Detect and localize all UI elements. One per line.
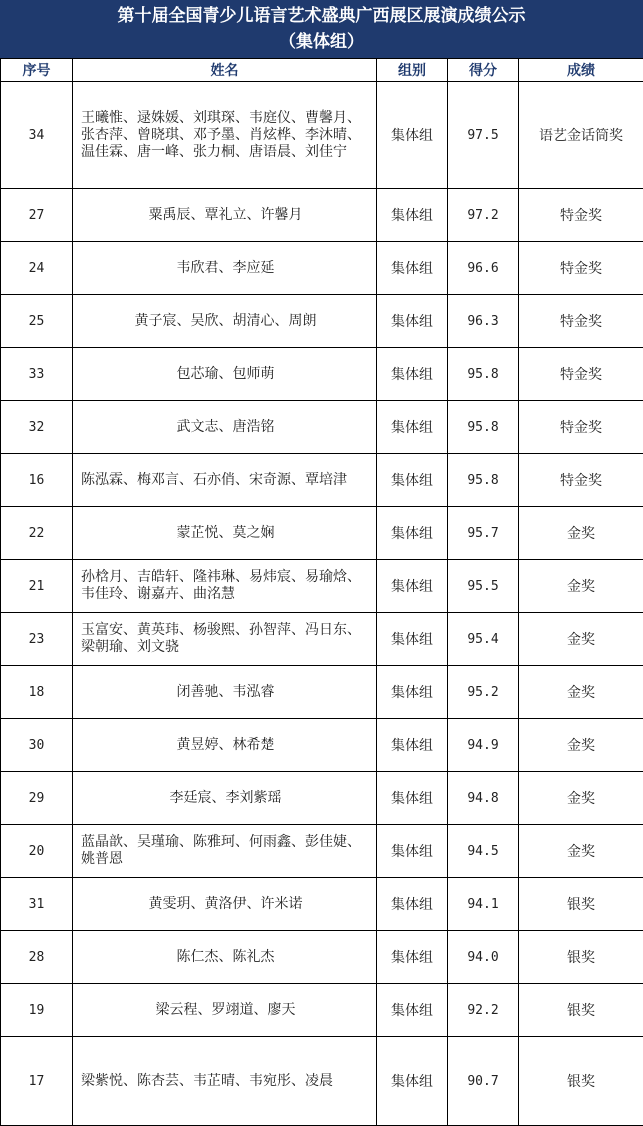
row-seq-cell: 20 [1,825,73,878]
header-group: 组别 [377,59,448,82]
row-seq-cell: 21 [1,560,73,613]
row-award-cell: 金奖 [519,719,643,772]
row-seq-cell: 27 [1,189,73,242]
row-score-cell: 95.5 [448,560,519,613]
row-group-cell: 集体组 [377,825,448,878]
row-seq-cell: 24 [1,242,73,295]
page-title: 第十届全国青少儿语言艺术盛典广西展区展演成绩公示 [0,5,643,27]
row-score-cell: 94.1 [448,878,519,931]
row-names-cell: 黄昱婷、林希楚 [73,719,377,772]
row-names-cell: 陈泓霖、梅邓言、石亦俏、宋奇源、覃培津 [73,454,377,507]
row-score-cell: 94.8 [448,772,519,825]
row-award-cell: 银奖 [519,984,643,1037]
row-seq-cell: 22 [1,507,73,560]
row-names-cell: 王曦惟、逯姝媛、刘琪琛、韦庭仪、曹馨月、张杏萍、曾晓琪、邓予墨、肖炫桦、李沐晴、温佳霖、唐一峰、张力桐、唐语晨、刘佳宁 [73,82,377,189]
row-names-cell: 闭善驰、韦泓睿 [73,666,377,719]
table-row [1,560,643,613]
row-award-cell: 金奖 [519,666,643,719]
row-group-cell: 集体组 [377,666,448,719]
row-names-cell: 李廷宸、李刘紫瑶 [73,772,377,825]
table-row [1,82,643,189]
row-seq-cell: 28 [1,931,73,984]
row-names-cell: 孙梒月、吉皓轩、隆祎琳、易炜宸、易瑜焓、韦佳玲、谢嘉卉、曲洺慧 [73,560,377,613]
table-row [1,242,643,295]
row-group-cell: 集体组 [377,295,448,348]
row-names-cell: 韦欣君、李应延 [73,242,377,295]
row-award-cell: 金奖 [519,613,643,666]
header-seq: 序号 [1,59,73,82]
row-award-cell: 特金奖 [519,401,643,454]
row-award-cell: 金奖 [519,560,643,613]
row-award-cell: 特金奖 [519,348,643,401]
row-award-cell: 银奖 [519,1037,643,1126]
row-names-cell: 粟禹辰、覃礼立、许馨月 [73,189,377,242]
table-row [1,295,643,348]
row-seq-cell: 32 [1,401,73,454]
row-score-cell: 96.3 [448,295,519,348]
table-row [1,348,643,401]
row-seq-cell: 31 [1,878,73,931]
row-score-cell: 90.7 [448,1037,519,1126]
row-award-cell: 金奖 [519,825,643,878]
header-names: 姓名 [73,59,377,82]
table-row [1,719,643,772]
row-group-cell: 集体组 [377,1037,448,1126]
row-group-cell: 集体组 [377,613,448,666]
table-row [1,772,643,825]
row-group-cell: 集体组 [377,507,448,560]
row-group-cell: 集体组 [377,772,448,825]
table-row [1,613,643,666]
row-award-cell: 金奖 [519,772,643,825]
row-group-cell: 集体组 [377,242,448,295]
row-seq-cell: 30 [1,719,73,772]
row-score-cell: 97.2 [448,189,519,242]
row-seq-cell: 17 [1,1037,73,1126]
table-header-row [1,59,643,82]
row-award-cell: 语艺金话筒奖 [519,82,643,189]
row-seq-cell: 16 [1,454,73,507]
table-row [1,1037,643,1126]
row-group-cell: 集体组 [377,454,448,507]
row-score-cell: 97.5 [448,82,519,189]
row-award-cell: 金奖 [519,507,643,560]
row-group-cell: 集体组 [377,931,448,984]
table-row [1,666,643,719]
row-score-cell: 95.8 [448,401,519,454]
row-names-cell: 陈仁杰、陈礼杰 [73,931,377,984]
table-body [1,82,643,1126]
row-score-cell: 92.2 [448,984,519,1037]
table-row [1,878,643,931]
table-row [1,507,643,560]
row-group-cell: 集体组 [377,560,448,613]
table-row [1,931,643,984]
row-group-cell: 集体组 [377,719,448,772]
row-score-cell: 95.4 [448,613,519,666]
row-score-cell: 96.6 [448,242,519,295]
row-names-cell: 梁云程、罗翊道、廖天 [73,984,377,1037]
row-names-cell: 梁紫悦、陈杏芸、韦芷晴、韦宛彤、凌晨 [73,1037,377,1126]
row-names-cell: 玉富安、黄英玮、杨骏熙、孙智萍、冯日东、梁朝瑜、刘文骁 [73,613,377,666]
row-group-cell: 集体组 [377,984,448,1037]
row-seq-cell: 19 [1,984,73,1037]
row-seq-cell: 29 [1,772,73,825]
results-table [0,58,643,1126]
row-names-cell: 蓝晶歆、吴瑾瑜、陈雅珂、何雨鑫、彭佳婕、姚普恩 [73,825,377,878]
table-row [1,454,643,507]
row-group-cell: 集体组 [377,82,448,189]
row-award-cell: 特金奖 [519,454,643,507]
row-score-cell: 95.2 [448,666,519,719]
row-score-cell: 94.0 [448,931,519,984]
row-seq-cell: 23 [1,613,73,666]
row-score-cell: 95.8 [448,348,519,401]
row-seq-cell: 33 [1,348,73,401]
table-row [1,401,643,454]
row-seq-cell: 34 [1,82,73,189]
row-award-cell: 特金奖 [519,242,643,295]
row-names-cell: 包芯瑜、包师萌 [73,348,377,401]
row-group-cell: 集体组 [377,348,448,401]
title-banner [0,0,643,58]
row-names-cell: 黄子宸、吴欣、胡清心、周朗 [73,295,377,348]
header-award: 成绩 [519,59,643,82]
row-score-cell: 94.9 [448,719,519,772]
row-score-cell: 95.8 [448,454,519,507]
table-row [1,825,643,878]
row-award-cell: 特金奖 [519,295,643,348]
row-group-cell: 集体组 [377,189,448,242]
page-subtitle: （集体组） [0,31,643,53]
row-score-cell: 94.5 [448,825,519,878]
row-group-cell: 集体组 [377,401,448,454]
row-seq-cell: 25 [1,295,73,348]
row-names-cell: 黄雯玥、黄洛伊、许米诺 [73,878,377,931]
row-names-cell: 蒙芷悦、莫之娴 [73,507,377,560]
row-award-cell: 特金奖 [519,189,643,242]
row-award-cell: 银奖 [519,878,643,931]
row-score-cell: 95.7 [448,507,519,560]
row-names-cell: 武文志、唐浩铭 [73,401,377,454]
table-row [1,189,643,242]
row-award-cell: 银奖 [519,931,643,984]
table-row [1,984,643,1037]
header-score: 得分 [448,59,519,82]
row-seq-cell: 18 [1,666,73,719]
row-group-cell: 集体组 [377,878,448,931]
